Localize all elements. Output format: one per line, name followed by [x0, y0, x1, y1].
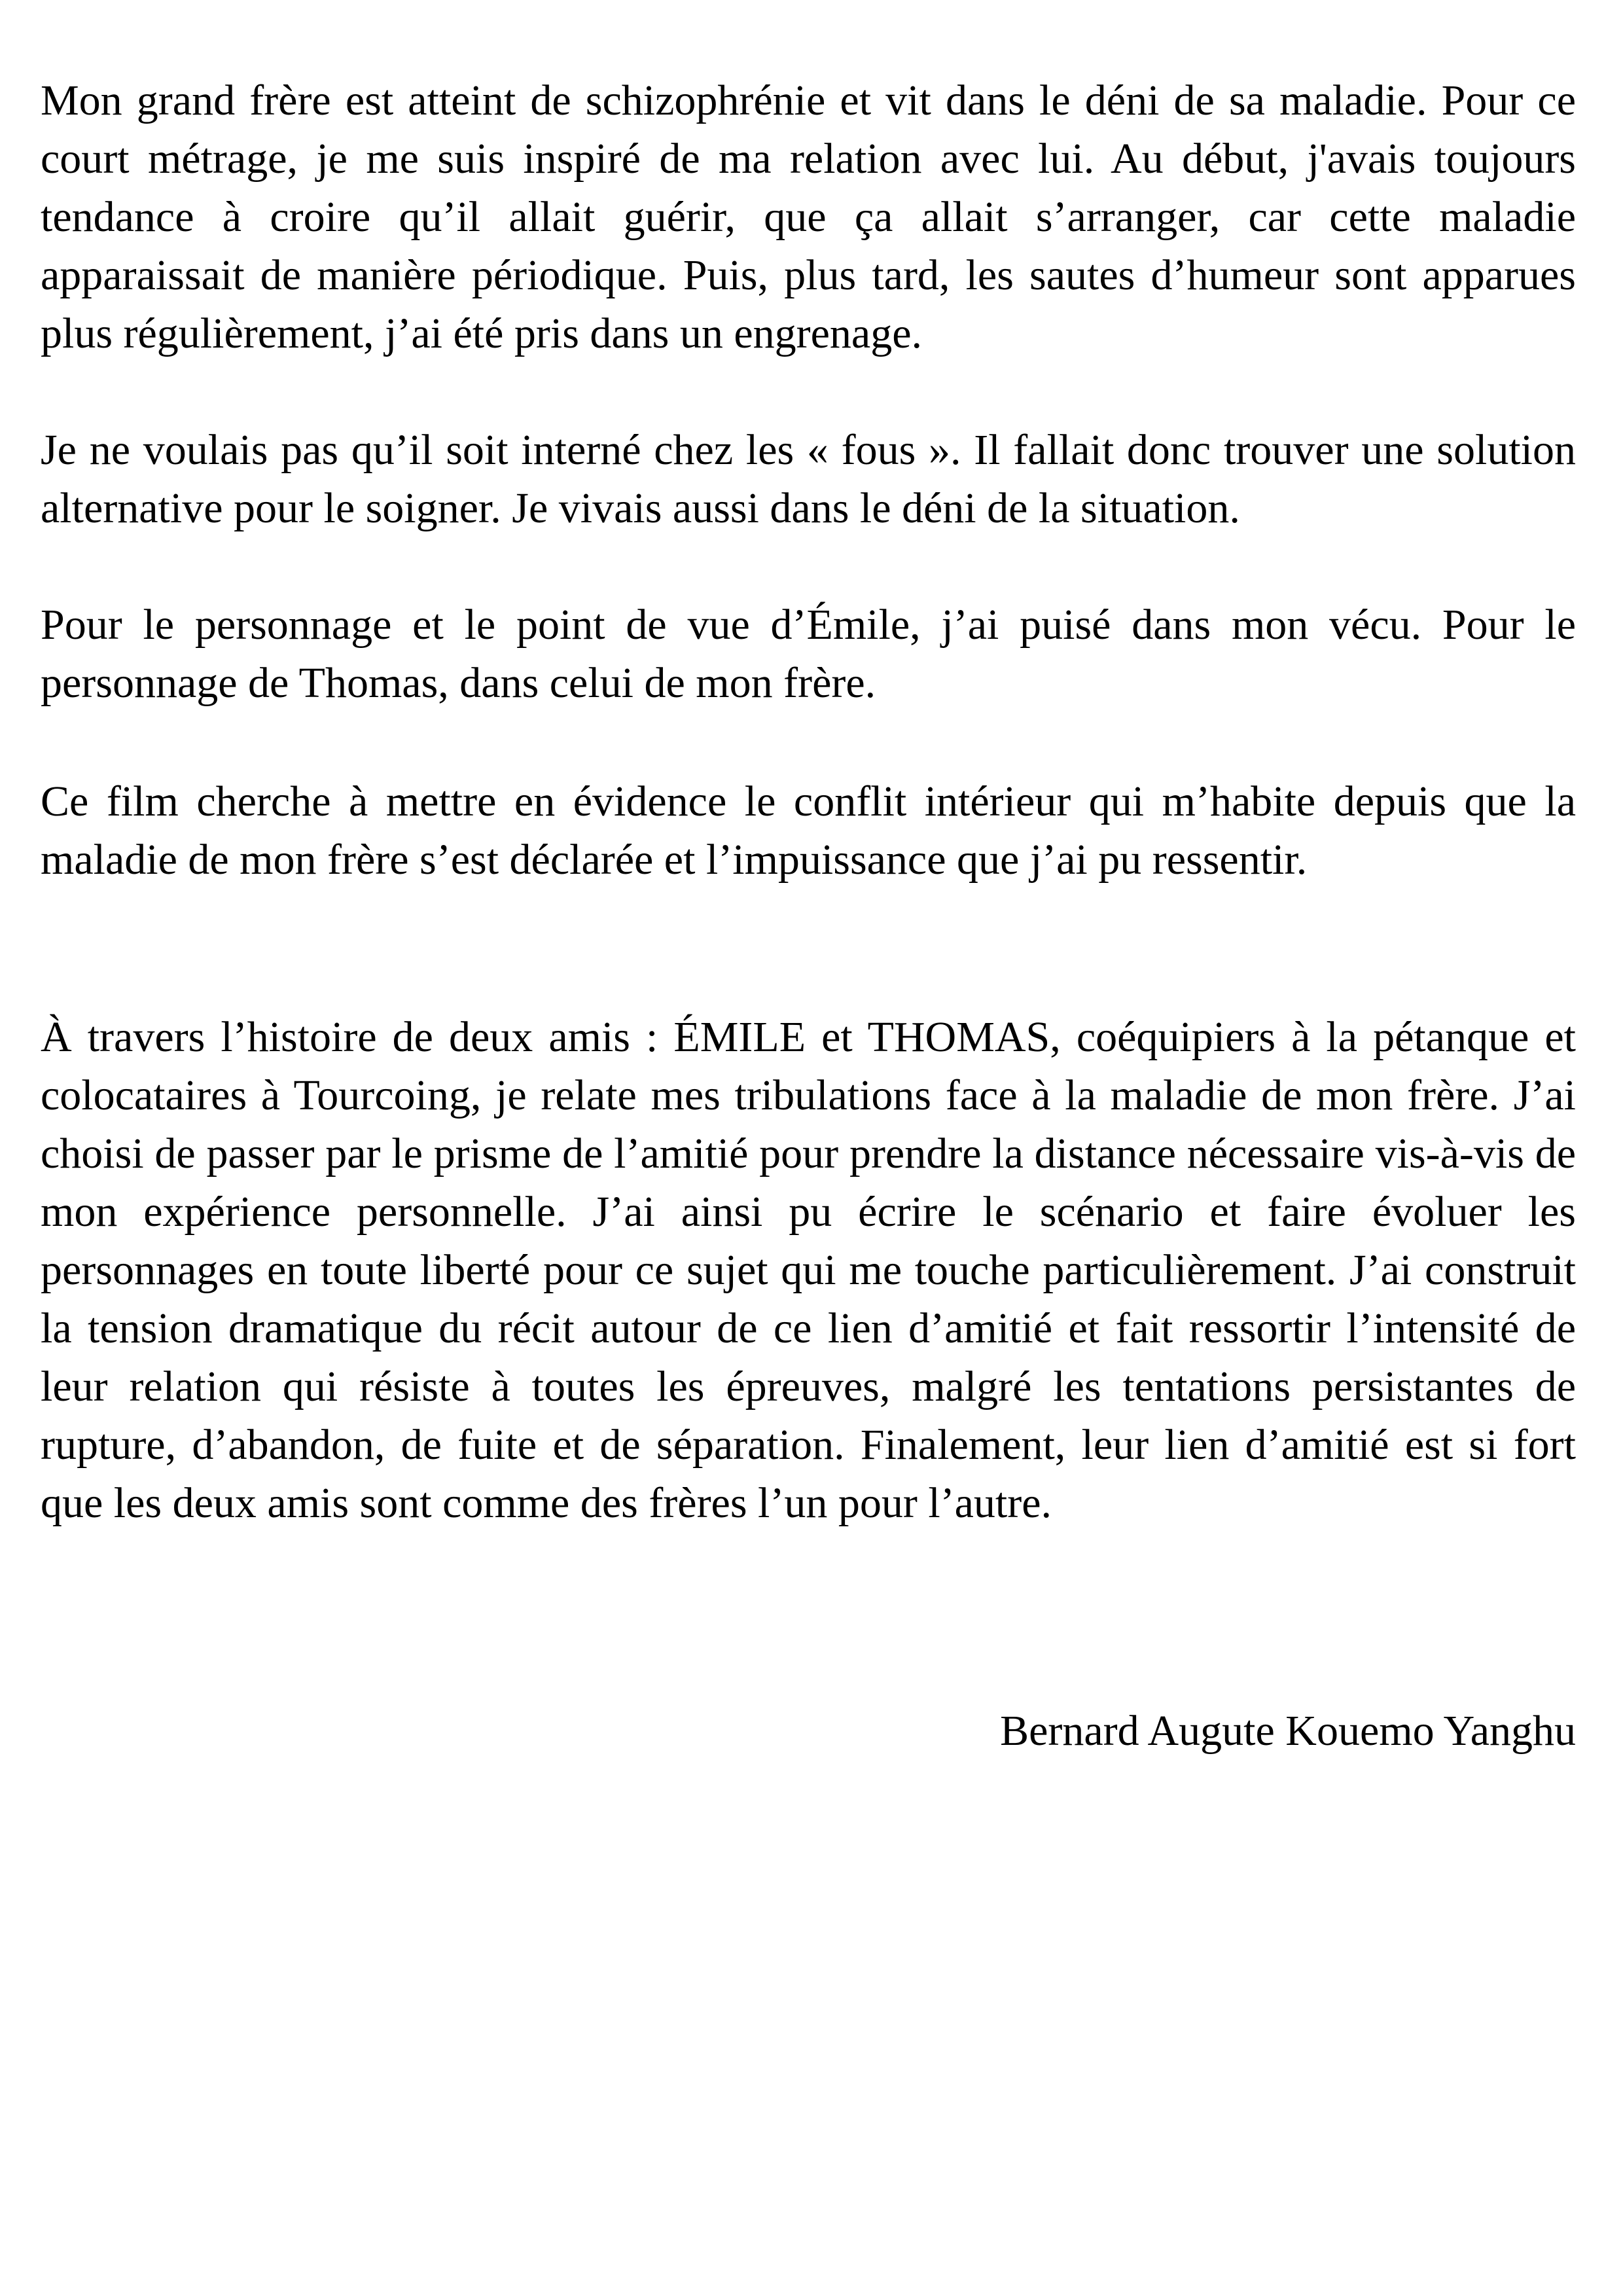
paragraph: Je ne voulais pas qu’il soit interné chez les « fous ». Il fallait donc trouver une solution alternative pour le soigner. Je vivais aussi dans le déni de la situation.	[41, 426, 1576, 532]
signature-line: Bernard Augute Kouemo Yanghu	[1000, 1707, 1576, 1755]
paragraph: À travers l’histoire de deux amis : ÉMILE et THOMAS, coéquipiers à la pétanque et colocataires à Tourcoing, je relate mes tribulations face à la maladie de mon frère. J’ai choisi de passer par le prisme de l’amitié pour prendre la distance nécessaire vis-à-vis de mon expérience personnelle. J’ai ainsi pu écrire le scénario et faire évoluer les personnages en toute liberté pour ce sujet qui me touche particulièrement. J’ai construit la tension dramatique du récit autour de ce lien d’amitié et fait ressortir l’intensité de leur relation qui résiste à toutes les épreuves, malgré les tentations persistantes de rupture, d’abandon, de fuite et de séparation. Finalement, leur lien d’amitié est si fort que les deux amis sont comme des frères l’un pour l’autre.	[41, 1013, 1576, 1527]
paragraph: Pour le personnage et le point de vue d’Émile, j’ai puisé dans mon vécu. Pour le personnage de Thomas, dans celui de mon frère.	[41, 601, 1576, 707]
paragraph: Mon grand frère est atteint de schizophrénie et vit dans le déni de sa maladie. Pour ce court métrage, je me suis inspiré de ma relation avec lui. Au début, j'avais toujours tendance à croire qu’il allait guérir, que ça allait s’arranger, car cette maladie apparaissait de manière périodique. Puis, plus tard, les sautes d’humeur sont apparues plus régulièrement, j’ai été pris dans un engrenage.	[41, 77, 1576, 357]
paragraph: Ce film cherche à mettre en évidence le conflit intérieur qui m’habite depuis que la maladie de mon frère s’est déclarée et l’impuissance que j’ai pu ressentir.	[41, 778, 1576, 884]
